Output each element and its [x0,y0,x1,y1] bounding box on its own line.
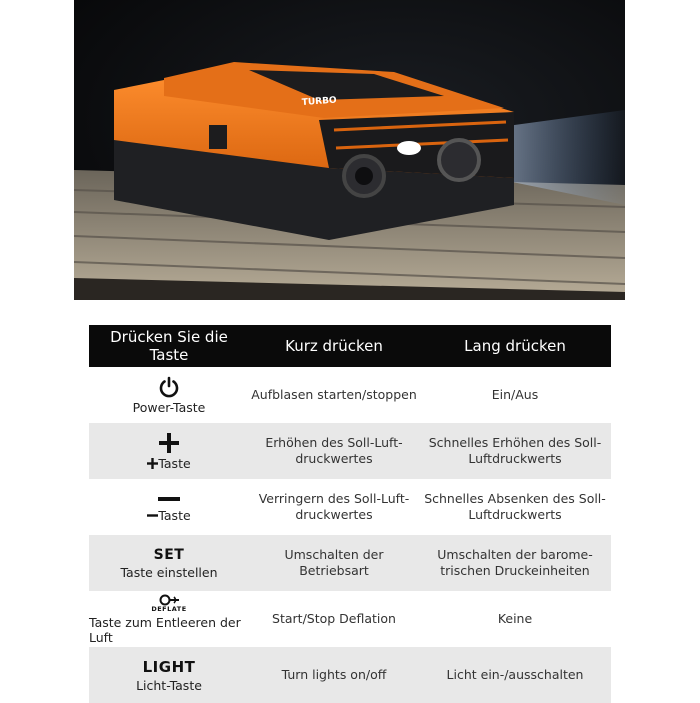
table-row [89,647,611,703]
short-press-action: Start/Stop Deflation [272,611,396,626]
table-row [89,367,611,423]
button-label: Taste zum Entleeren der Luft [89,614,241,645]
short-press-action: Aufblasen starten/stoppen [251,387,417,402]
table-row [89,591,611,647]
table-row [89,479,611,535]
minus-small-icon [147,510,158,521]
table-header [89,325,611,367]
power-icon [158,376,180,398]
long-press-action: Schnelles Erhöhen des Soll-Luftdruckwerts [428,435,602,466]
button-label: Taste [158,507,191,523]
short-press-action: Umschalten der Betriebsart [284,547,384,578]
light-icon: LIGHT [142,657,196,676]
deflate-symbol-icon [156,594,182,606]
short-press-action: Erhöhen des Soll-Luft-druckwertes [265,435,403,466]
long-press-action: Ein/Aus [491,387,539,402]
long-press-action: Licht ein-/ausschalten [446,667,584,682]
long-press-action: Umschalten der barome-trischen Druckeinheiten [437,547,593,578]
button-label: Taste einstellen [120,564,218,580]
short-press-action: Turn lights on/off [281,667,387,682]
header-short-press: Kurz drücken [285,337,383,355]
short-press-action: Verringern des Soll-Luft-druckwertes [258,491,410,522]
product-photo [74,0,625,300]
minus-icon [157,492,181,506]
plus-icon [158,432,180,454]
header-button: Drücken Sie die Taste [110,328,228,364]
plus-small-icon [147,458,158,469]
button-label: Taste [158,455,191,471]
table-row [89,535,611,591]
air-compressor-illustration [74,0,625,300]
table-row [89,423,611,479]
button-label: Licht-Taste [136,677,202,693]
header-long-press: Lang drücken [464,337,566,355]
deflate-icon: DEFLATE [151,594,186,613]
long-press-action: Schnelles Absenken des Soll-Luftdruckwerts [424,491,606,522]
button-function-table [89,325,611,703]
button-label: Power-Taste [132,399,206,415]
set-icon: SET [153,546,185,563]
svg-text:TURBO: TURBO [301,95,338,108]
long-press-action: Keine [497,611,533,626]
